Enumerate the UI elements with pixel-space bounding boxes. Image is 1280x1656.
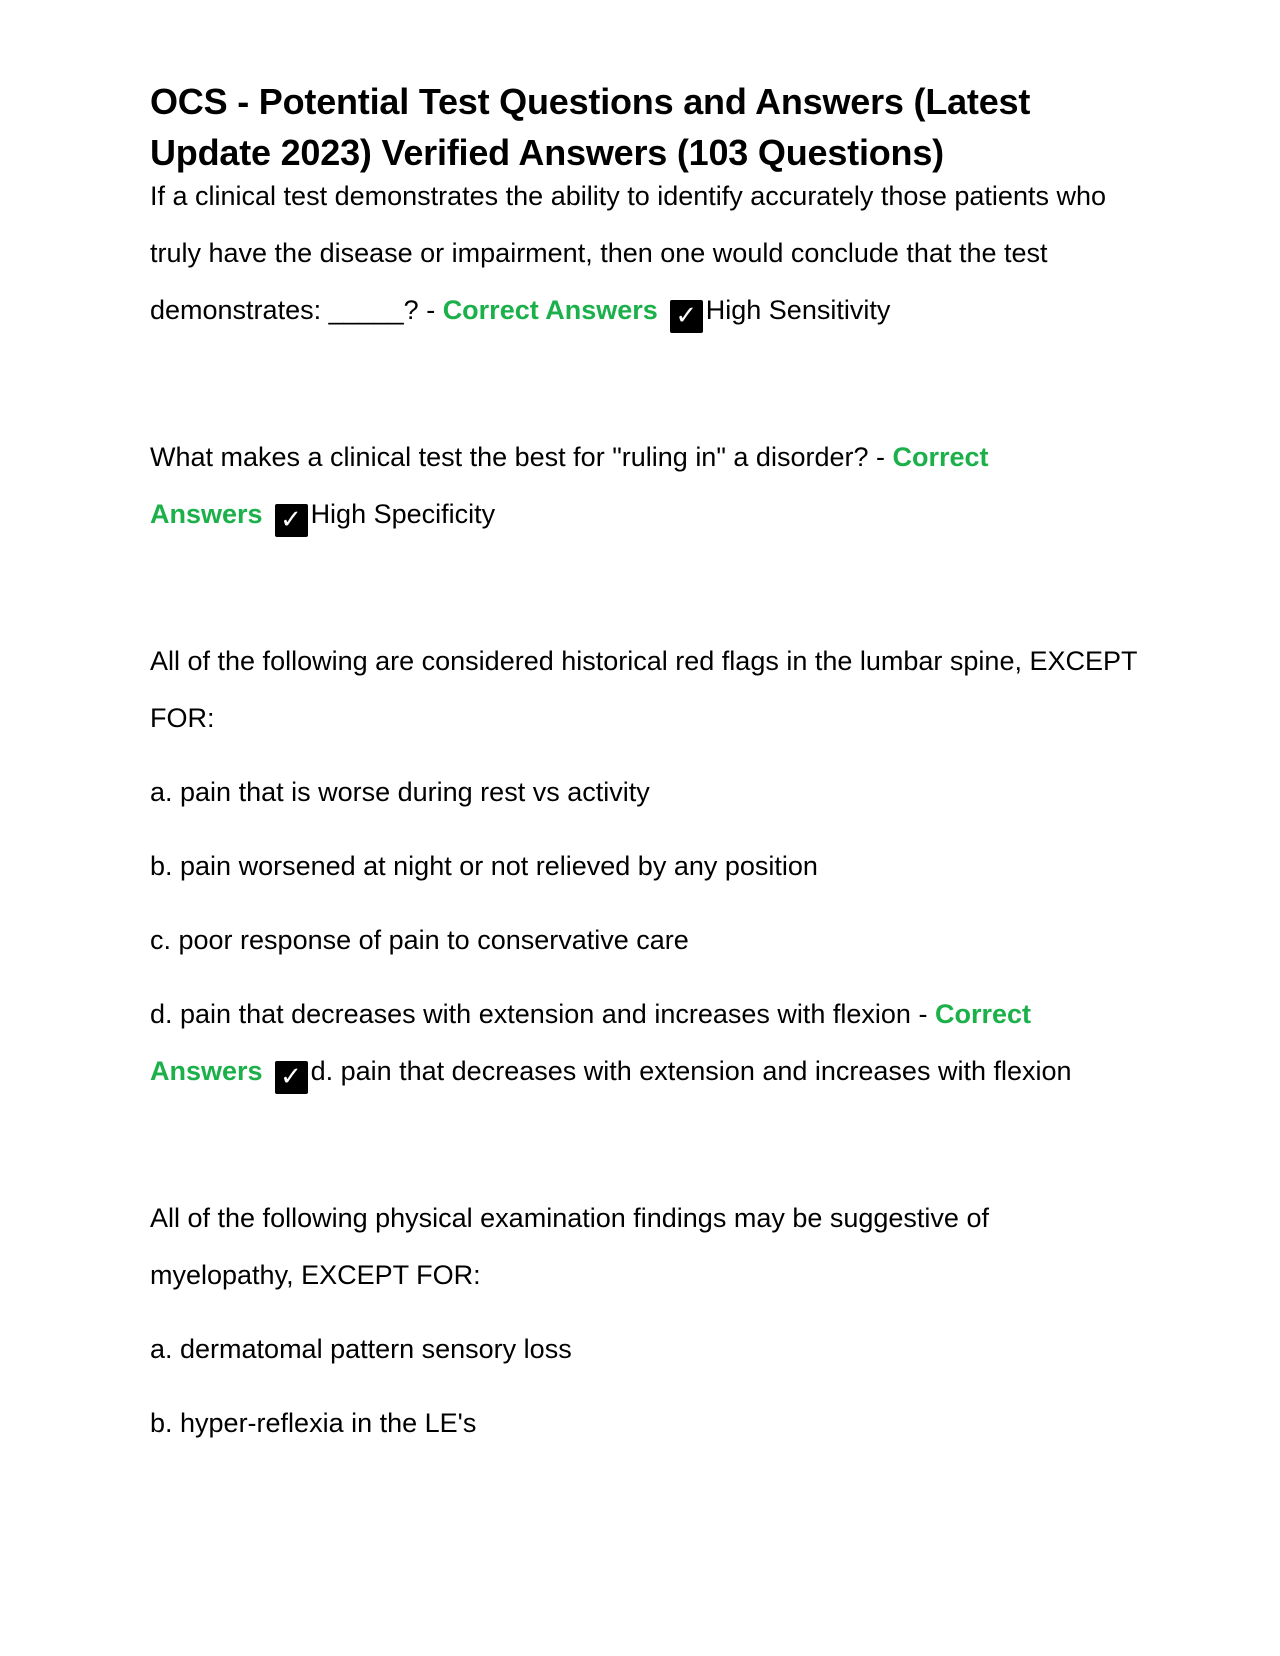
answer-3: d. pain that decreases with extension and increases with flexion [310, 1056, 1072, 1086]
question-4-option-a: a. dermatomal pattern sensory loss [150, 1334, 572, 1364]
document-title: OCS - Potential Test Questions and Answers (Latest Update 2023) Verified Answers (103 Questions) [150, 81, 1031, 173]
question-3-option-a: a. pain that is worse during rest vs activity [150, 777, 650, 807]
separator: - [868, 442, 893, 472]
checkmark-icon: ✓ [275, 1061, 308, 1094]
answers-word: Answers [150, 499, 263, 529]
question-2-text: What makes a clinical test the best for "ruling in" a disorder? [150, 442, 869, 472]
question-3-text: All of the following are considered historical red flags in the lumbar spine, EXCEPT FOR: [150, 646, 1138, 733]
question-3-option-d [150, 986, 1140, 1100]
correct-word: Correct [934, 999, 1031, 1029]
question-4-option-b: b. hyper-reflexia in the LE's [150, 1408, 477, 1438]
question-4-text: All of the following physical examination findings may be suggestive of myelopathy, EXCEPT FOR: [150, 1203, 989, 1290]
checkmark-icon: ✓ [275, 504, 308, 537]
checkmark-icon: ✓ [670, 300, 703, 333]
question-block-4 [150, 1190, 1140, 1452]
question-3-option-d-text: d. pain that decreases with extension and increases with flexion [150, 999, 911, 1029]
document-page [150, 76, 1140, 1452]
question-block-2 [150, 429, 1140, 543]
answer-1: High Sensitivity [705, 295, 891, 325]
separator: - [910, 999, 935, 1029]
question-3-option-c: c. poor response of pain to conservative care [150, 925, 689, 955]
question-block-3 [150, 633, 1140, 1100]
correct-word: Correct [892, 442, 989, 472]
question-block-1 [150, 168, 1140, 339]
question-1-text: If a clinical test demonstrates the ability to identify accurately those patients who truly have the disease or impairment, then one would conclude that the test demonstrates: _____? [150, 181, 1106, 325]
question-1 [150, 168, 1140, 339]
answer-2: High Specificity [310, 499, 496, 529]
answers-word: Answers [150, 1056, 263, 1086]
separator: - [418, 295, 443, 325]
question-3-option-b: b. pain worsened at night or not relieved by any position [150, 851, 818, 881]
question-2 [150, 429, 1140, 543]
correct-answers-label: Correct Answers [442, 295, 658, 325]
